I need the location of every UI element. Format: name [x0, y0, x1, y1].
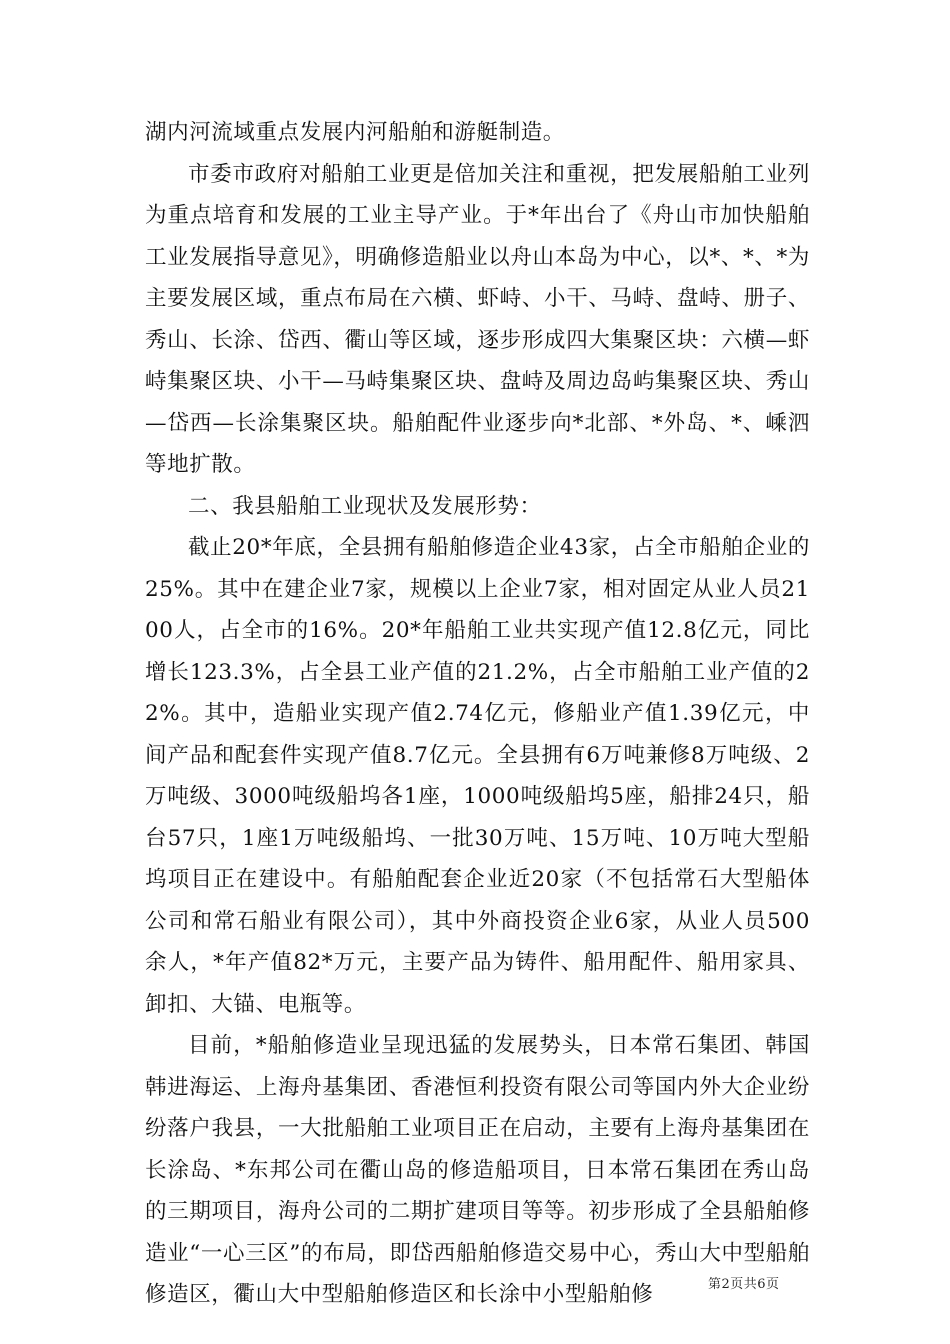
paragraph-continuation: 湖内河流域重点发展内河船舶和游艇制造。	[145, 120, 565, 145]
section-heading: 二、我县船舶工业现状及发展形势：	[188, 493, 542, 519]
paragraph-development-trend: 目前，*船舶修造业呈现迅猛的发展势头，日本常石集团、韩国韩进海运、上海舟基集团、香港恒利投资有限公司等国内外大企业纷纷落户我县，一大批船舶工业项目正在启动，主要有上海舟基集团在长涂岛、*东邦公司在衢山岛的修造船项目，日本常石集团在秀山岛的三期项目，海舟公司的二期扩建项目等等。初步形成了全县船舶修造业“一心三区”的布局，即岱西船舶修造交易中心，秀山大中型船舶修造区，衢山大中型船舶修造区和长涂中小型船舶修	[145, 1033, 810, 1307]
paragraph-county-status: 截止20*年底，全县拥有船舶修造企业43家，占全市船舶企业的25%。其中在建企业7家，规模以上企业7家，相对固定从业人员2100人，占全市的16%。20*年船舶工业共实现产值12.8亿元，同比增长123.3%，占全县工业产值的21.2%，占全市船舶工业产值的22%。其中，造船业实现产值2.74亿元，修船业产值1.39亿元，中间产品和配套件实现产值8.7亿元。全县拥有6万吨兼修8万吨级、2万吨级、3000吨级船坞各1座，1000吨级船坞5座，船排24只，船台57只，1座1万吨级船坞、一批30万吨、15万吨、10万吨大型船坞项目正在建设中。有船舶配套企业近20家（不包括常石大型船体公司和常石船业有限公司），其中外商投资企业6家，从业人员500余人，*年产值82*万元，主要产品为铸件、船用配件、船用家具、卸扣、大锚、电瓶等。	[145, 535, 810, 1017]
paragraph-municipal-policy: 市委市政府对船舶工业更是倍加关注和重视，把发展船舶工业列为重点培育和发展的工业主导产业。于*年出台了《舟山市加快船舶工业发展指导意见》，明确修造船业以舟山本岛为中心，以*、*、*为主要发展区域，重点布局在六横、虾峙、小干、马峙、盘峙、册子、秀山、长涂、岱西、衢山等区域，逐步形成四大集聚区块：六横—虾峙集聚区块、小干—马峙集聚区块、盘峙及周边岛屿集聚区块、秀山—岱西—长涂集聚区块。船舶配件业逐步向*北部、*外岛、*、嵊泗等地扩散。	[145, 161, 810, 477]
page-number: 第2页共6页	[708, 1277, 780, 1292]
document-body	[145, 112, 810, 1316]
